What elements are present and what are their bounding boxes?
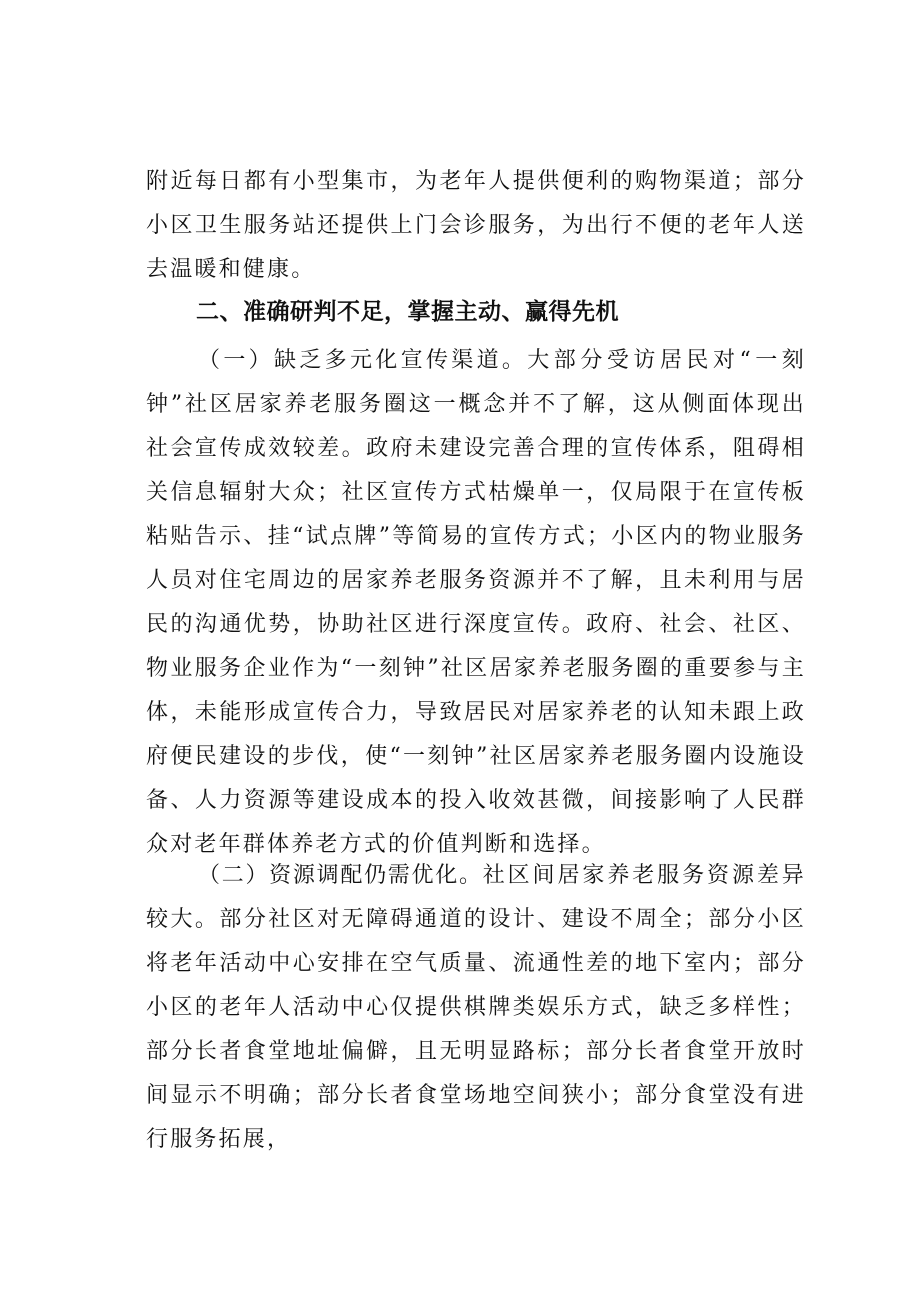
subsection-2-text: 社区间居家养老服务资源差异较大。部分社区对无障碍通道的设计、建设不周全；部分小区将老年活动中心安排在空气质量、流通性差的地下室内；部分小区的老年人活动中心仅提供棋牌类娱乐方式，缺乏多样性；部分长者食堂地址偏僻，且无明显路标；部分长者食堂开放时间显示不明确；部分长者食堂场地空间狭小；部分食堂没有进行服务拓展， — [146, 863, 806, 1152]
continued-paragraph: 附近每日都有小型集市，为老年人提供便利的购物渠道；部分小区卫生服务站还提供上门会诊服务，为出行不便的老年人送去温暖和健康。 — [146, 169, 806, 282]
subsection-2-paragraph — [146, 854, 806, 1162]
subsection-2-lead: （二）资源调配仍需优化。 — [198, 863, 483, 888]
subsection-1-text: 大部分受访居民对“一刻钟”社区居家养老服务圈这一概念并不了解，这从侧面体现出社会宣传成效较差。政府未建设完善合理的宣传体系，阻碍相关信息辐射大众；社区宣传方式枯燥单一，仅局限于在宣传板粘贴告示、挂“试点牌”等简易的宣传方式；小区内的物业服务人员对住宅周边的居家养老服务资源并不了解，且未利用与居民的沟通优势，协助社区进行深度宣传。政府、社会、社区、物业服务企业作为“一刻钟”社区居家养老服务圈的重要参与主体，未能形成宣传合力，导致居民对居家养老的认知未跟上政府便民建设的步伐，使“一刻钟”社区居家养老服务圈内设施设备、人力资源等建设成本的投入收效甚微，间接影响了人民群众对老年群体养老方式的价值判断和选择。 — [146, 348, 806, 857]
subsection-1-lead: （一）缺乏多元化宣传渠道。 — [198, 348, 528, 373]
subsection-1-paragraph — [146, 339, 806, 867]
section-heading: 二、准确研判不足，掌握主动、赢得先机 — [196, 299, 619, 325]
